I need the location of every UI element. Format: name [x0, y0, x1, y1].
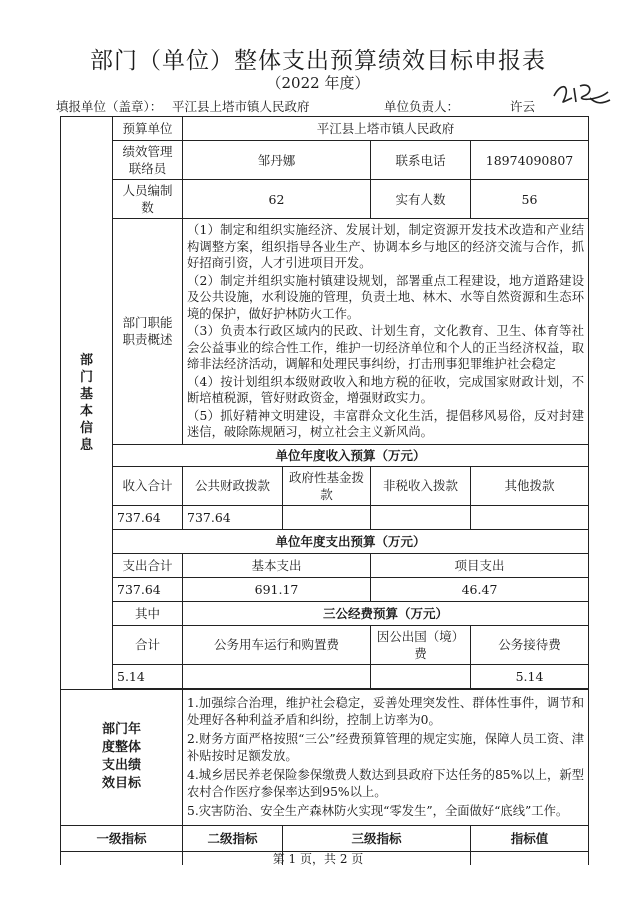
- goal-item: 5.灾害防治、安全生产森林防火实现“零发生”，全面做好“底线”工作。: [187, 803, 569, 818]
- duty-item: （4）按计划组织本级财政收入和地方税的征收，完成国家财政计划，不断培植税源，管好财政资金，增强财政实力。: [187, 374, 585, 405]
- unit-label: 预算单位: [113, 117, 183, 141]
- income-header: 政府性基金拨款: [283, 466, 371, 505]
- expense-header: 项目支出: [371, 553, 589, 577]
- duties-label: 部门职能职责概述: [113, 219, 183, 445]
- income-header: 公共财政拨款: [183, 466, 283, 505]
- basic-info-section-label: 部门基本信息: [61, 117, 113, 690]
- expense-heading: 单位年度支出预算（万元）: [113, 529, 589, 553]
- indicator-header: 指标值: [471, 825, 589, 851]
- expense-value: 737.64: [113, 577, 183, 601]
- income-value: [371, 505, 471, 529]
- income-header: 非税收入拨款: [371, 466, 471, 505]
- goal-item: 4.城乡居民养老保险参保缴费人数达到县政府下达任务的85%以上，新型农村合作医疗参保率达到95%以上。: [187, 767, 585, 799]
- income-header: 收入合计: [113, 466, 183, 505]
- three-value: [183, 664, 371, 688]
- duty-item: （5）抓好精神文明建设，丰富群众文化生活，提倡移风易俗，反对封建迷信，破除陈规陋习，树立社会主义新风尚。: [187, 408, 585, 439]
- goals-content: [183, 689, 589, 825]
- indicator-header: 一级指标: [61, 825, 183, 851]
- staff-value: 62: [183, 180, 371, 219]
- duty-item: （2）制定并组织实施村镇建设规划，部署重点工程建设，地方道路建设及公共设施，水利设施的管理，负责土地、林木、水等自然资源和生态环境的保护，做好护林防火工作。: [187, 273, 585, 321]
- duties-content: [183, 219, 589, 445]
- goals-section-label: 部门年度整体支出绩效目标: [61, 689, 183, 825]
- unit-value: 平江县上塔市镇人民政府: [183, 117, 589, 141]
- duty-item: （1）制定和组织实施经济、发展计划，制定资源开发技术改造和产业结构调整方案，组织指导各业生产、协调本乡与地区的经济交流与合作，抓好招商引资，人才引进项目开发。: [187, 223, 585, 270]
- income-value: 737.64: [183, 505, 283, 529]
- three-header: 公务接待费: [471, 625, 589, 664]
- expense-value: 691.17: [183, 577, 371, 601]
- income-value: 737.64: [113, 505, 183, 529]
- three-value: 5.14: [113, 664, 183, 688]
- contact-label: 绩效管理联络员: [113, 141, 183, 180]
- income-value: [471, 505, 589, 529]
- contact-value: 邹丹娜: [183, 141, 371, 180]
- three-header: 因公出国（境）费: [371, 625, 471, 664]
- among-label: 其中: [113, 601, 183, 625]
- page-footer: 第 1 页，共 2 页: [272, 852, 364, 866]
- income-value: [283, 505, 371, 529]
- indicator-header: 二级指标: [183, 825, 283, 851]
- expense-header: 支出合计: [113, 553, 183, 577]
- phone-label: 联系电话: [371, 141, 471, 180]
- actual-label: 实有人数: [371, 180, 471, 219]
- phone-value: 18974090807: [471, 141, 589, 180]
- page-year: （2022 年度）: [266, 74, 370, 92]
- expense-value: 46.47: [371, 577, 589, 601]
- duty-item: （3）负责本行政区域内的民政、计划生育，文化教育、卫生、体育等社会公益事业的综合性工作，维护一切经济单位和个人的正当经济权益，取缔非法经济活动，调解和处理民事纠纷，打击刑事犯罪维护社会稳定: [187, 324, 585, 371]
- actual-value: 56: [471, 180, 589, 219]
- three-header: 公务用车运行和购置费: [183, 625, 371, 664]
- goal-item: 1.加强综合治理，维护社会稳定，妥善处理突发性、群体性事件，调节和处理好各种利益矛盾和纠纷，控制上访率为0。: [187, 695, 585, 727]
- indicator-header: 三级指标: [283, 825, 471, 851]
- goal-item: 2.财务方面严格按照“三公”经费预算管理的规定实施，保障人员工资、津补贴按时足额发放。: [187, 731, 585, 763]
- staff-label: 人员编制数: [113, 180, 183, 219]
- three-header: 合计: [113, 625, 183, 664]
- income-heading: 单位年度收入预算（万元）: [113, 444, 589, 466]
- expense-header: 基本支出: [183, 553, 371, 577]
- page-title: 部门（单位）整体支出预算绩效目标申报表: [90, 48, 546, 74]
- filler-unit: 平江县上塔市镇人民政府: [172, 99, 310, 114]
- leader-name: 许云: [510, 99, 536, 114]
- signature-mark: [550, 78, 614, 108]
- budget-table: [60, 116, 589, 865]
- three-value: 5.14: [471, 664, 589, 688]
- three-value: [371, 664, 471, 688]
- filler-label: 填报单位（盖章）：: [56, 99, 163, 114]
- income-header: 其他拨款: [471, 466, 589, 505]
- three-heading: 三公经费预算（万元）: [183, 601, 589, 625]
- leader-label: 单位负责人：: [384, 99, 460, 114]
